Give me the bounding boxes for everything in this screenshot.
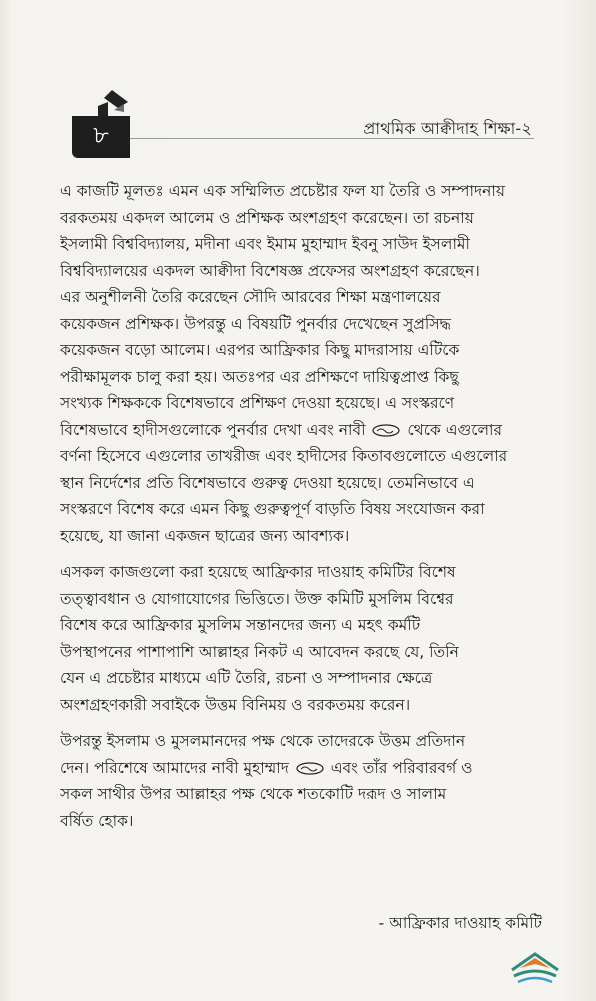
paragraph-3 xyxy=(60,728,540,834)
text-line: বিশেষ করে আফ্রিকার মুসলিম সন্তানদের জন্য এ মহৎ কর্মটি xyxy=(60,616,421,634)
text-line: উপরন্তু ইসলাম ও মুসলমানদের পক্ষ থেকে তাদেরকে উত্তম প্রতিদান xyxy=(60,732,466,750)
text-line: পরীক্ষামূলক চালু করা হয়। অতঃপর এর প্রশিক্ষণে দায়িত্বপ্রাপ্ত কিছু xyxy=(60,367,459,386)
signature-line: - আফ্রিকার দাওয়াহ কমিটি xyxy=(378,914,542,932)
text-line: সংস্করণে বিশেষ করে এমন কিছু গুরুত্বপূর্ণ বাড়তি বিষয় সংযোজন করা xyxy=(60,500,485,518)
text-line: এ কাজটি মূলতঃ এমন এক সম্মিলিত প্রচেষ্টার ফল যা তৈরি ও সম্পাদনায় xyxy=(60,182,505,200)
running-title: প্রাথমিক আক্বীদাহ শিক্ষা-২ xyxy=(363,119,532,138)
text-line: উপস্থাপনের পাশাপাশি আল্লাহর নিকট এ আবেদন করছে যে, তিনি xyxy=(60,642,459,661)
text-line: এর অনুশীলনী তৈরি করেছেন সৌদি আরবের শিক্ষা মন্ত্রণালয়ের xyxy=(60,288,441,306)
paragraph-1 xyxy=(60,178,540,549)
text-line: সংখ্যক শিক্ষককে বিশেষভাবে প্রশিক্ষণ দেওয়া হয়েছে। এ সংস্করণে xyxy=(60,394,455,412)
text-line: সকল সাথীর উপর আল্লাহর পক্ষ থেকে শতকোটি দরূদ ও সালাম xyxy=(60,785,447,803)
text-line: এসকল কাজগুলো করা হয়েছে আফ্রিকার দাওয়াহ কমিটির বিশেষ xyxy=(60,563,456,581)
salla-calligraphy-icon xyxy=(372,424,400,437)
paragraph-2 xyxy=(60,559,540,718)
text-line: বর্ণনা হিসেবে এগুলোর তাখরীজ এবং হাদীসের কিতাবগুলোতে এগুলোর xyxy=(60,447,508,465)
text-line xyxy=(60,755,540,782)
text-line: স্থান নির্দেশের প্রতি বিশেষভাবে গুরুত্ব দেওয়া হয়েছে। তেমনিভাবে এ xyxy=(60,473,475,492)
salla-calligraphy-icon xyxy=(296,762,324,775)
text-line: অংশগ্রহণকারী সবাইকে উত্তম বিনিময় ও বরকতময় করেন। xyxy=(60,695,411,714)
text-line: বর্ষিত হোক। xyxy=(60,811,134,830)
text-line xyxy=(60,417,540,444)
text-segment: বিশেষভাবে হাদীসগুলোকে পুনর্বার দেখা এবং নাবী xyxy=(60,420,371,439)
text-line: বিশ্ববিদ্যালয়ের একদল আক্বীদা বিশেষজ্ঞ প্রফেসর অংশগ্রহণ করেছেন। xyxy=(60,261,480,280)
page-number: ৮ xyxy=(72,116,130,158)
text-line: কয়েকজন প্রশিক্ষক। উপরন্তু এ বিষয়টি পুনর্বার দেখেছেন সুপ্রসিদ্ধ xyxy=(60,314,451,333)
text-segment: এবং তাঁর পরিবারবর্গ ও xyxy=(325,758,473,777)
text-line: তত্ত্বাবধান ও যোগাযোগের ভিত্তিতে। উক্ত কমিটি মুসলিম বিশ্বের xyxy=(60,589,454,608)
text-line: ইসলামী বিশ্ববিদ্যালয়, মদীনা এবং ইমাম মুহাম্মাদ ইবনু সাউদ ইসলামী xyxy=(60,235,470,253)
text-segment: থেকে এগুলোর xyxy=(402,420,503,439)
publisher-logo-icon xyxy=(508,948,562,984)
text-line: হয়েছে, যা জানা একজন ছাত্রের জন্য আবশ্যক। xyxy=(60,526,350,545)
text-segment: দেন। পরিশেষে আমাদের নাবী মুহাম্মাদ xyxy=(60,758,294,777)
text-line: কয়েকজন বড়ো আলেম। এরপর আফ্রিকার কিছু মাদরাসায় এটিকে xyxy=(60,341,460,359)
text-line: বরকতময় একদল আলেম ও প্রশিক্ষক অংশগ্রহণ করেছেন। তা রচনায় xyxy=(60,208,474,227)
text-line: যেন এ প্রচেষ্টার মাধ্যমে এটি তৈরি, রচনা ও সম্পাদনার ক্ষেত্রে xyxy=(60,669,433,687)
body-text xyxy=(60,178,540,844)
